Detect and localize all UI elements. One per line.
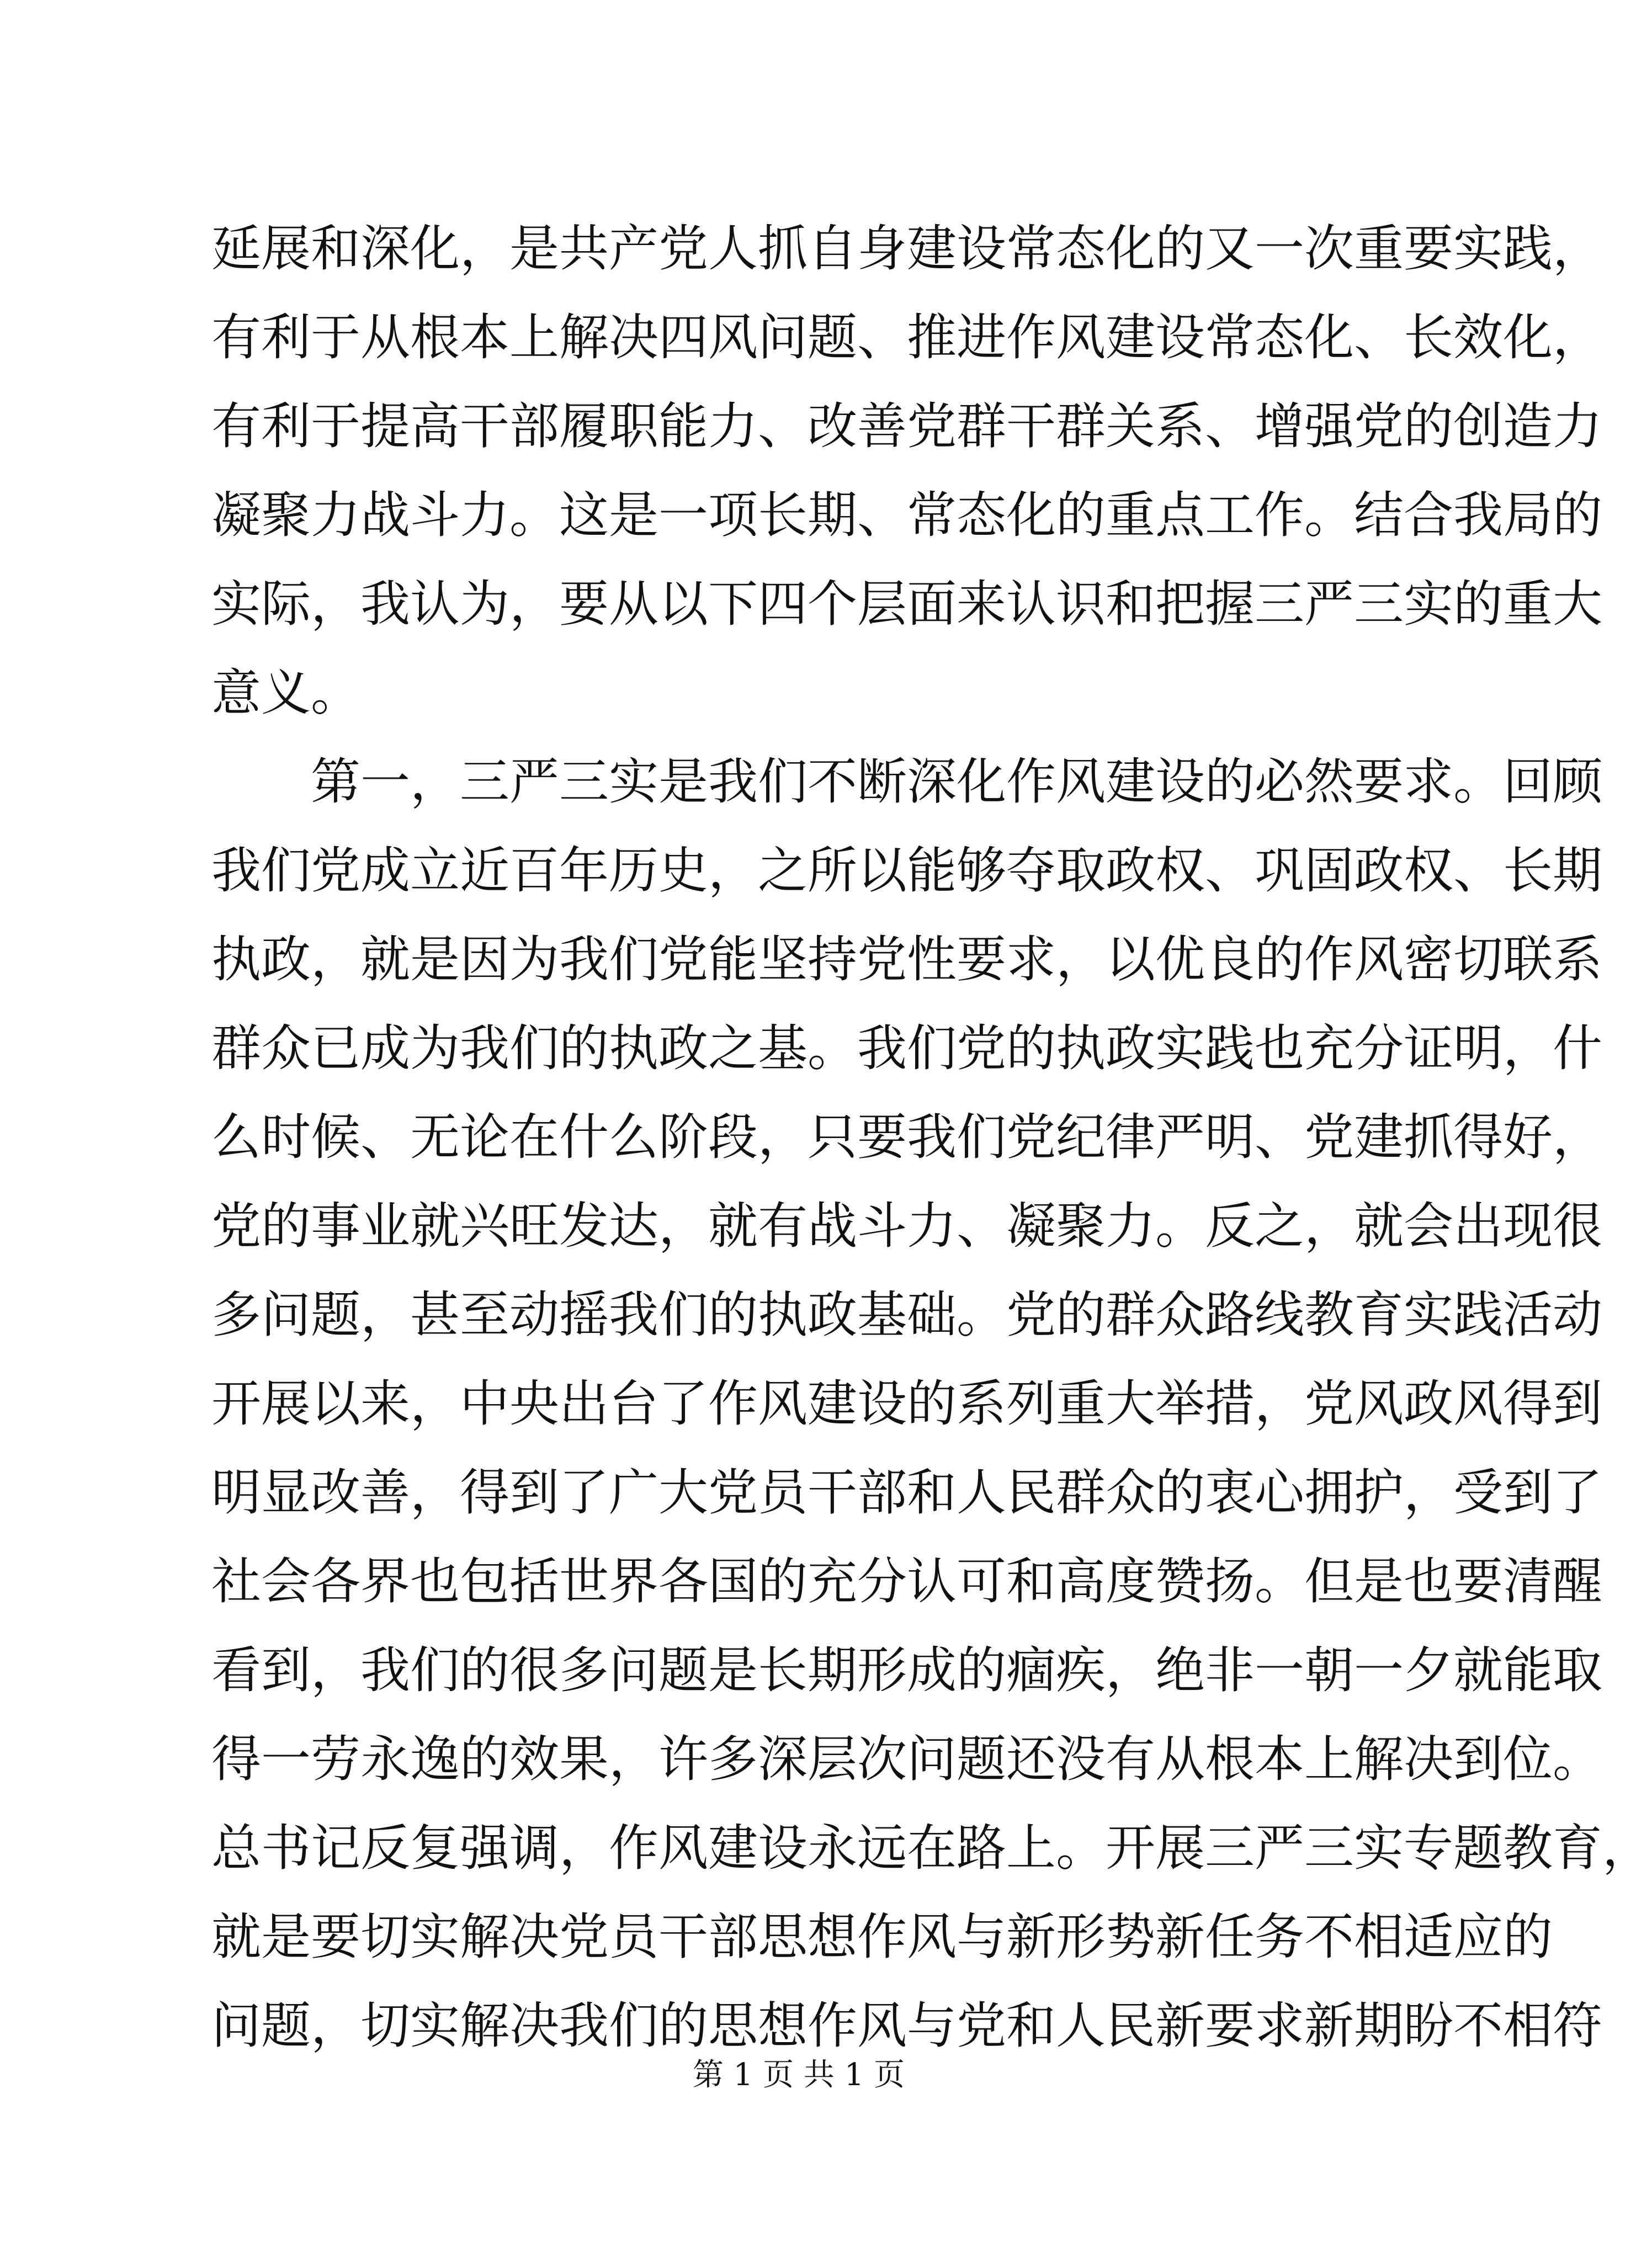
page-footer xyxy=(0,2053,1597,2097)
page-number-label: 第 1 页 共 1 页 xyxy=(692,2057,905,2093)
text-line: 总书记反复强调，作风建设永远在路上。开展三严三实专题教育， xyxy=(211,1819,1652,1877)
text-line: 得一劳永逸的效果，许多深层次问题还没有从根本上解决到位。 xyxy=(211,1730,1602,1788)
text-line: 凝聚力战斗力。这是一项长期、常态化的重点工作。结合我局的 xyxy=(211,486,1602,544)
text-line: 延展和深化，是共产党人抓自身建设常态化的又一次重要实践， xyxy=(211,220,1602,278)
text-line: 意义。 xyxy=(211,664,360,722)
text-line: 开展以来，中央出台了作风建设的系列重大举措，党风政风得到 xyxy=(211,1375,1602,1433)
text-line: 党的事业就兴旺发达，就有战斗力、凝聚力。反之，就会出现很 xyxy=(211,1197,1602,1255)
text-line: 实际，我认为，要从以下四个层面来认识和把握三严三实的重大 xyxy=(211,575,1602,633)
text-line: 我们党成立近百年历史，之所以能够夺取政权、巩固政权、长期 xyxy=(211,842,1602,900)
text-line: 有利于提高干部履职能力、改善党群干群关系、增强党的创造力 xyxy=(211,397,1602,455)
text-line: 第一，三严三实是我们不断深化作风建设的必然要求。回顾 xyxy=(211,753,1602,811)
text-line: 有利于从根本上解决四风问题、推进作风建设常态化、长效化， xyxy=(211,309,1602,366)
text-line: 明显改善，得到了广大党员干部和人民群众的衷心拥护，受到了 xyxy=(211,1464,1602,1522)
text-line: 问题，切实解决我们的思想作风与党和人民新要求新期盼不相符 xyxy=(211,1997,1602,2055)
body-text xyxy=(211,204,1652,2070)
text-line: 就是要切实解决党员干部思想作风与新形势新任务不相适应的 xyxy=(211,1908,1553,1966)
text-line: 看到，我们的很多问题是长期形成的痼疾，绝非一朝一夕就能取 xyxy=(211,1641,1602,1699)
text-line: 么时候、无论在什么阶段，只要我们党纪律严明、党建抓得好， xyxy=(211,1108,1602,1166)
text-line: 执政，就是因为我们党能坚持党性要求，以优良的作风密切联系 xyxy=(211,931,1602,988)
text-line: 多问题，甚至动摇我们的执政基础。党的群众路线教育实践活动 xyxy=(211,1286,1602,1344)
text-line: 群众已成为我们的执政之基。我们党的执政实践也充分证明，什 xyxy=(211,1019,1602,1077)
text-line: 社会各界也包括世界各国的充分认可和高度赞扬。但是也要清醒 xyxy=(211,1553,1602,1610)
